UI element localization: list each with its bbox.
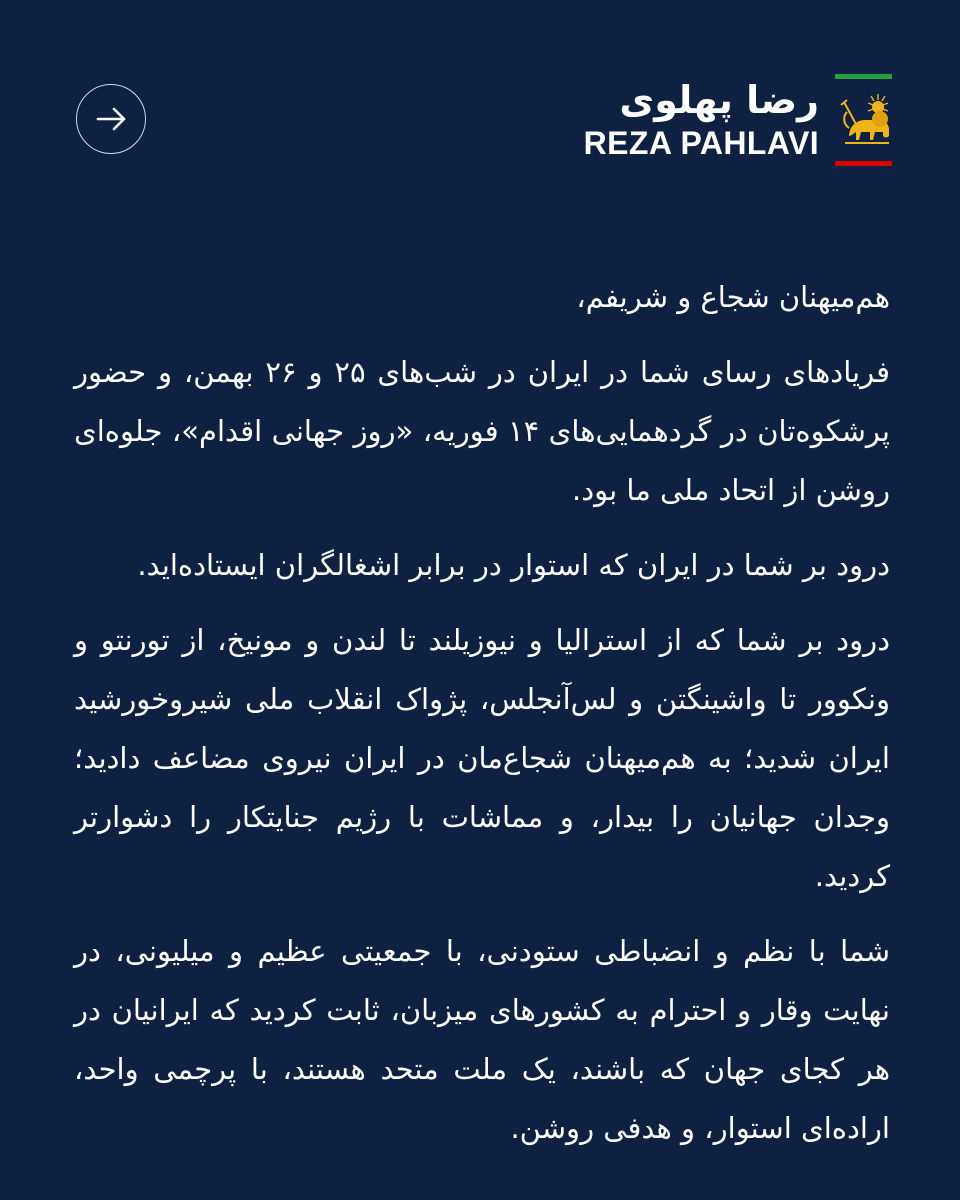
paragraph-4: شما با نظم و انضباطی ستودنی، با جمعیتی عظیم و میلیونی، در نهایت وقار و احترام به کشورهای میزبان، ثابت کردید که ایرانیان در هر کجای جهان که باشند، یک ملت متحد هستند، با پرچمی واحد، اراده‌ای استوار، و هدفی روشن. <box>74 934 890 1145</box>
paragraph-2: درود بر شما در ایران که استوار در برابر اشغالگران ایستاده‌اید. <box>137 548 890 582</box>
paragraph-greeting: هم‌میهنان شجاع و شریفم، <box>576 280 890 314</box>
statement-body <box>74 268 890 1174</box>
arrow-right-icon <box>91 99 131 139</box>
brand-name-english: REZA PAHLAVI <box>583 125 819 161</box>
paragraph-1: فریادهای رسای شما در ایران در شب‌های ۲۵ و ۲۶ بهمن، و حضور پرشکوه‌تان در گردهمایی‌های ۱۴ فوریه، «روز جهانی اقدام»، جلوه‌ای روشن از اتحاد ملی ما بود. <box>74 355 890 507</box>
paragraph-3: درود بر شما که از استرالیا و نیوزیلند تا لندن و مونیخ، از تورنتو و ونکوور تا واشینگتن و لس‌آنجلس، پژواک انقلاب ملی شیروخورشید ایران شدید؛ به هم‌میهنان شجاع‌مان در ایران نیروی مضاعف دادید؛ وجدان جهانیان را بیدار، و مماشات با رژیم جنایتکار را دشوارتر کردید. <box>74 623 890 893</box>
brand-name-persian: رضا پهلوی <box>619 78 819 122</box>
lion-and-sun-emblem-icon <box>835 74 892 166</box>
brand-logo <box>584 74 892 166</box>
brand-text <box>583 78 819 161</box>
next-button[interactable] <box>76 84 146 154</box>
